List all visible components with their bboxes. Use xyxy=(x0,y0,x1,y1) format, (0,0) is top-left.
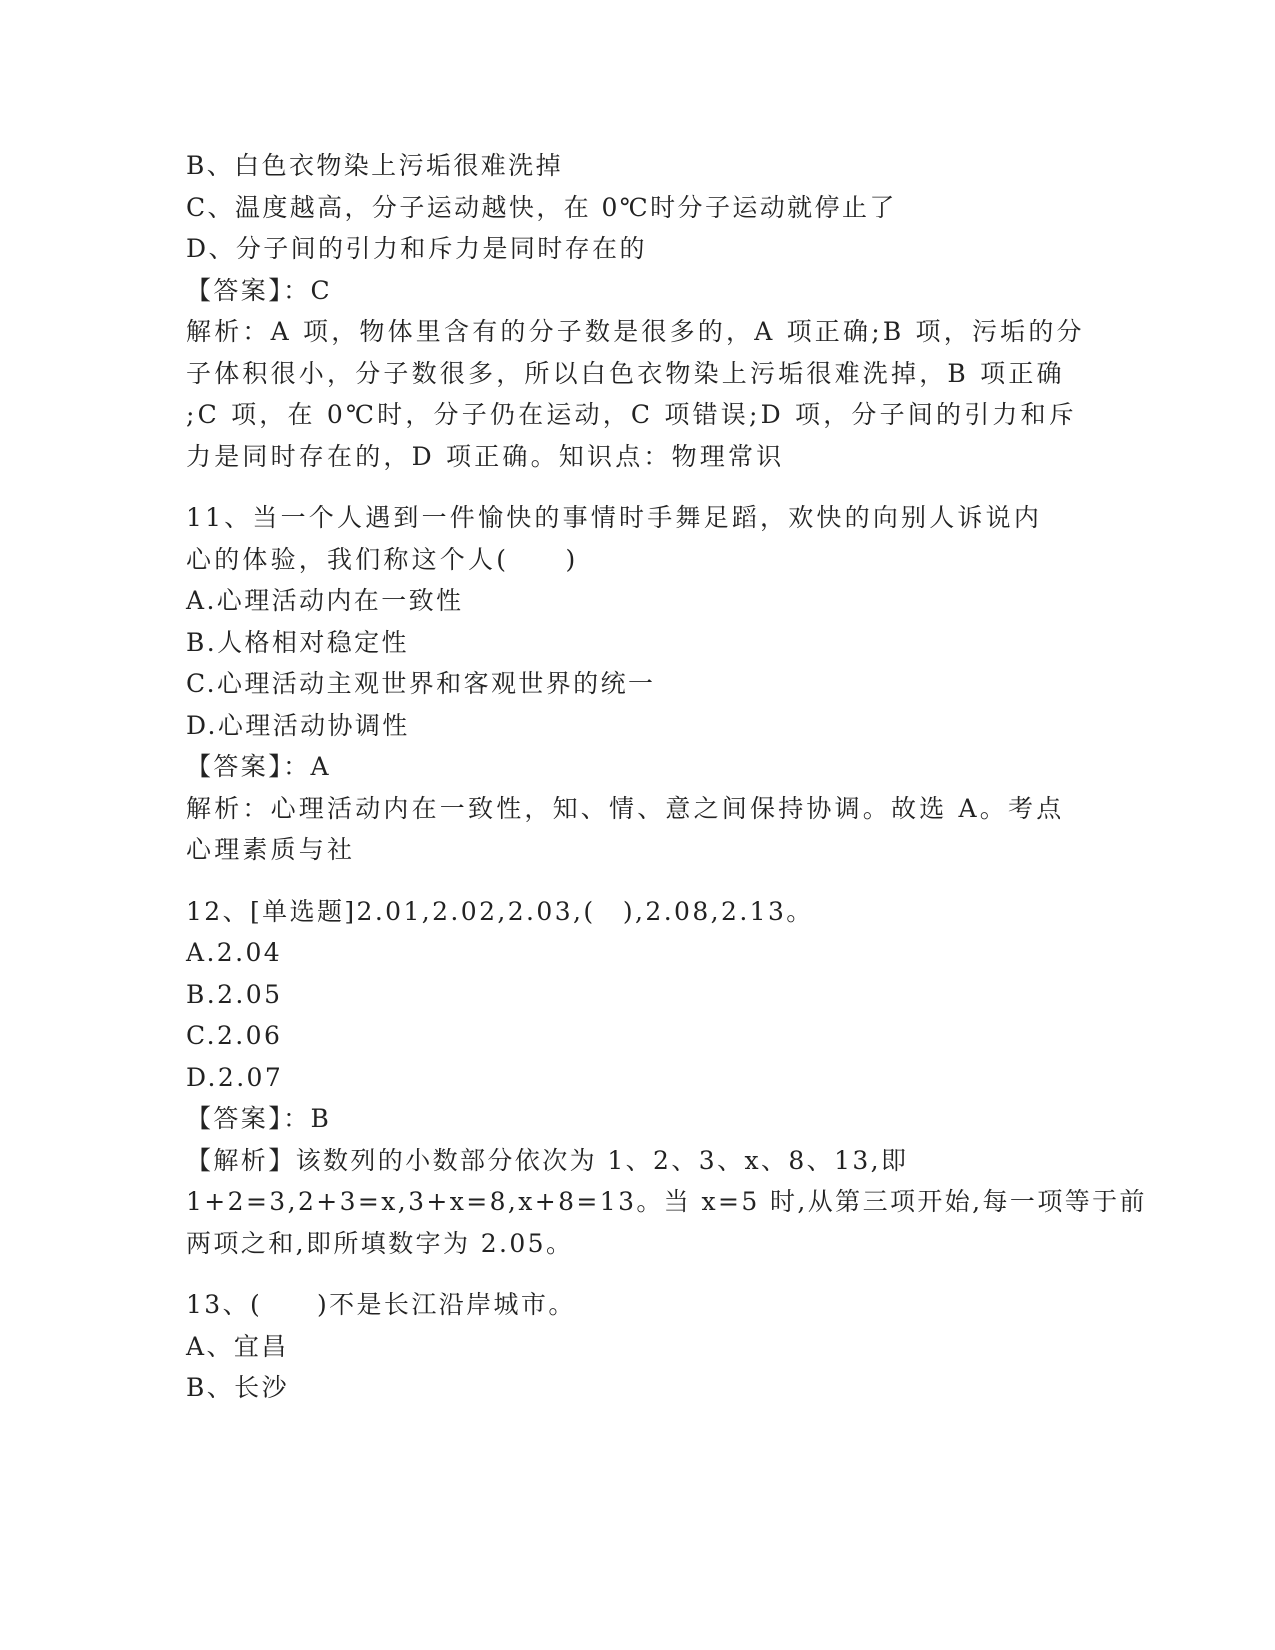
answer-line: 【答案】：C xyxy=(186,275,333,305)
explanation-line: 解析：A 项，物体里含有的分子数是很多的，A 项正确;B 项，污垢的分 xyxy=(186,317,1085,346)
question-12 xyxy=(186,891,1147,1265)
explanation-line: 两项之和,即所填数字为 2.05。 xyxy=(186,1228,574,1258)
explanation-line: 【解析】该数列的小数部分依次为 1、2、3、x、8、13,即 xyxy=(186,1145,909,1175)
option-c: C.2.06 xyxy=(186,1021,283,1050)
explanation-line: 心理素质与社 xyxy=(186,835,356,864)
option-c: C.心理活动主观世界和客观世界的统一 xyxy=(186,669,656,698)
question-text: 12、[单选题]2.01,2.02,2.03,( ),2.08,2.13。 xyxy=(186,896,814,926)
question-text: 13、( )不是长江沿岸城市。 xyxy=(186,1290,576,1319)
answer-line: 【答案】：B xyxy=(186,1104,332,1133)
option-d: D.2.07 xyxy=(186,1062,284,1092)
option-b: B.人格相对稳定性 xyxy=(186,627,409,657)
question-10 xyxy=(186,145,1086,477)
question-text: 心的体验，我们称这个人( ) xyxy=(186,544,579,574)
explanation-line: 解析：心理活动内在一致性，知、情、意之间保持协调。故选 A。考点 xyxy=(186,793,1065,823)
question-11 xyxy=(186,497,1086,871)
page-content xyxy=(186,145,1147,1409)
option-a: A.心理活动内在一致性 xyxy=(186,586,464,615)
option-a: A、宜昌 xyxy=(186,1331,289,1361)
explanation-line: 子体积很小，分子数很多，所以白色衣物染上污垢很难洗掉，B 项正确 xyxy=(186,358,1065,388)
explanation-line: 力是同时存在的，D 项正确。知识点：物理常识 xyxy=(186,441,785,471)
question-13 xyxy=(186,1284,1086,1409)
option-d: D、分子间的引力和斥力是同时存在的 xyxy=(186,234,647,263)
option-b: B、白色衣物染上污垢很难洗掉 xyxy=(186,151,563,180)
option-d: D.心理活动协调性 xyxy=(186,710,410,740)
question-text: 11、当一个人遇到一件愉快的事情时手舞足蹈，欢快的向别人诉说内 xyxy=(186,503,1043,532)
option-b: B、长沙 xyxy=(186,1373,289,1402)
option-b: B.2.05 xyxy=(186,979,283,1009)
explanation-line: 1+2=3,2+3=x,3+x=8,x+8=13。当 x=5 时,从第三项开始,每一项等于前 xyxy=(186,1187,1147,1216)
option-c: C、温度越高，分子运动越快，在 0℃时分子运动就停止了 xyxy=(186,192,897,222)
option-a: A.2.04 xyxy=(186,938,283,967)
answer-line: 【答案】：A xyxy=(186,752,331,781)
explanation-line: ;C 项，在 0℃时，分子仍在运动，C 项错误;D 项，分子间的引力和斥 xyxy=(186,400,1078,429)
